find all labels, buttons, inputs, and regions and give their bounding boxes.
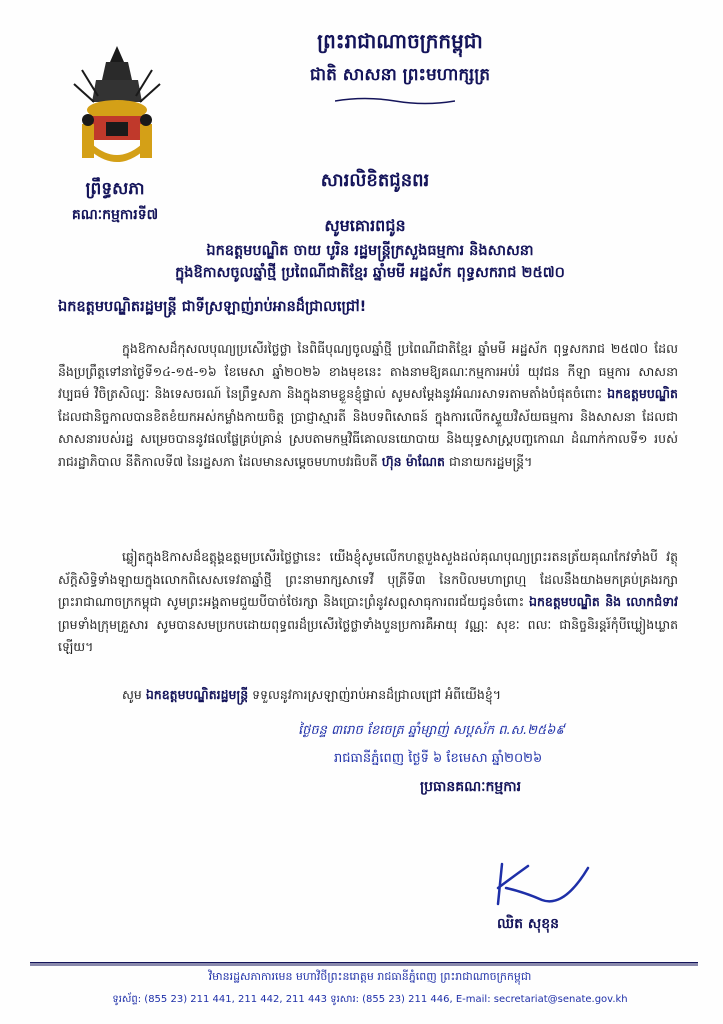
committee-name: គណៈកម្មការទី៧	[71, 207, 159, 223]
paragraph-2	[58, 546, 678, 659]
solar-date: រាជធានីភ្នំពេញ ថ្ងៃទី ៦ ខែមេសា ឆ្នាំ២០២៦	[334, 751, 543, 766]
kingdom-name: ព្រះរាជាណាចក្រកម្ពុជា	[317, 29, 483, 53]
national-motto: ជាតិ សាសនា ព្រះមហាក្សត្រ	[309, 65, 491, 85]
paragraph-1	[58, 338, 678, 473]
lunar-date: ថ្ងៃចន្ទ ៣រោច ខែចេត្រ ឆ្នាំម្សាញ់ សប្តស័ក ព.ស.២៥៦៩	[298, 723, 565, 738]
salutation-line: សូមគោរពជូន	[324, 216, 406, 235]
signer-name: ឈិត សុខុន	[497, 916, 559, 932]
footer-address: វិមានរដ្ឋសភាការមេន មហាវិថីព្រះនរោត្តម រាជធានីភ្នំពេញ ព្រះរាជាណាចក្រកម្ពុជា	[208, 970, 532, 983]
recipient-block	[60, 240, 680, 284]
recipient-title: ឯកឧត្តមបណ្ឌិត	[607, 386, 678, 401]
paragraph-text: ព្រមទាំងក្រុមគ្រួសារ សូមបានសមប្រកបដោយពុទ្ធពរដ៏ប្រសើរថ្លៃថ្លាទាំងបួនប្រការគឺអាយុ វណ្ណៈ សុខៈ ពលៈ ជានិច្ចនិរន្តរ៍កុំបីឃ្លៀងឃ្លាតឡើយ។	[58, 616, 678, 654]
handwritten-signature	[484, 858, 594, 910]
greeting: ឯកឧត្តមបណ្ឌិតរដ្ឋមន្ត្រី ជាទីស្រឡាញ់រាប់អានដ៏ជ្រាលជ្រៅ!	[58, 299, 367, 315]
recipient-title: ឯកឧត្តមបណ្ឌិត និង លោកជំទាវ	[529, 594, 678, 609]
recipient-line: ឯកឧត្តមបណ្ឌិត ចាយ បូរិន រដ្ឋមន្ត្រីក្រសួងធម្មការ និងសាសនា	[206, 243, 534, 259]
paragraph-text: ក្នុងឱកាសដ៏កុសលបុណ្យប្រសើរថ្លៃថ្លា នៃពិធីបុណ្យចូលឆ្នាំថ្មី ប្រពៃណីជាតិខ្មែរ ឆ្នាំមមី អដ្ឋស័ក ពុទ្ធសករាជ ២៥៧០ ដែលនឹងប្រព្រឹត្តទៅនាថ្ងៃទី១៤-១៥-១៦ ខែមេសា ឆ្នាំ២០២៦ ខាងមុខនេះ តាងនាមឱ្យគណៈកម្មការអប់រំ យុវជន កីឡា ធម្មការ សាសនា វប្បធម៌ វិចិត្រសិល្បៈ និងទេសចរណ៍ នៃព្រឹទ្ធសភា និងក្នុងនាមខ្លួនខ្ញុំផ្ទាល់ សូមសម្ដែងនូវអំណរសាទរតាមតាំងបំផុតចំពោះ	[58, 341, 678, 401]
paragraph-text: ដែលជានិច្ចកាលបានខិតខំយកអស់កម្លាំងកាយចិត្ត ប្រាជ្ញាស្មារតី និងបទពិសោធន៍ ក្នុងការលើកស្ទួយវិស័យធម្មការ និងសាសនា ដែលជាសាសនារបស់រដ្ឋ សម្រេចបាននូវផលផ្លែគ្រប់គ្រាន់ ស្របតាមកម្មវិធីគោលនយោបាយ និងយុទ្ធសាស្ត្របញ្ចកោណ ដំណាក់កាលទី១ របស់រាជរដ្ឋាភិបាល នីតិកាលទី៧ នៃរដ្ឋសភា ដែលមានសម្ដេចមហាបវរធិបតី	[58, 408, 678, 469]
occasion-line: ក្នុងឱកាសចូលឆ្នាំថ្មី ប្រពៃណីជាតិខ្មែរ ឆ្នាំមមី អដ្ឋស័ក ពុទ្ធសករាជ ២៥៧០	[175, 265, 565, 281]
prime-minister-name: ហ៊ុន ម៉ាណែត	[381, 453, 445, 469]
footer-divider	[30, 962, 698, 966]
signer-title: ប្រធានគណៈកម្មការ	[420, 779, 522, 795]
ornament-divider	[335, 96, 455, 106]
paragraph-text: ឆ្លៀតក្នុងឱកាសដ៏ឧត្ដុង្គឧត្ដមប្រសើរថ្លៃថ្លានេះ យើងខ្ញុំសូមលើកហត្ថបួងសួងដល់គុណបុណ្យព្រះរតនត្រ័យគុណកែវទាំងបី វត្ថុស័ក្ដិសិទ្ធិទាំងឡាយក្នុងលោកពិសេសទេវតាឆ្នាំថ្មី ព្រះនាមរាក្សសាទេវី បុត្រីទី៣ នៃកបិលមហាព្រហ្ម ដែលនឹងយាងមកគ្រប់គ្រងរក្សាព្រះរាជាណាចក្រកម្ពុជា សូមព្រះអង្គតាមជួយបីបាច់ថែរក្សា និងប្រោះព្រំនូវសព្ពសាធុការពរជ័យជូនចំពោះ	[58, 549, 678, 609]
footer-contact: ទូរស័ព្ទ: (855 23) 211 441, 211 442, 211 443 ទូរសារ: (855 23) 211 446, E-mail: secretariat@senate.gov.kh	[112, 994, 628, 1005]
document-type: សារលិខិតជូនពរ	[320, 170, 430, 191]
institution-name: ព្រឹទ្ធសភា	[85, 179, 145, 199]
paragraph-3	[58, 684, 678, 707]
paragraph-text: សូម	[122, 687, 142, 702]
paragraph-text: ជានាយករដ្ឋមន្ត្រី។	[448, 453, 533, 469]
paragraph-text: ទទួលនូវការស្រឡាញ់រាប់អានដ៏ជ្រាលជ្រៅ អំពីយើងខ្ញុំ។	[252, 687, 502, 702]
senate-emblem-icon	[62, 40, 172, 172]
recipient-title: ឯកឧត្តមបណ្ឌិតរដ្ឋមន្ត្រី	[145, 687, 249, 702]
